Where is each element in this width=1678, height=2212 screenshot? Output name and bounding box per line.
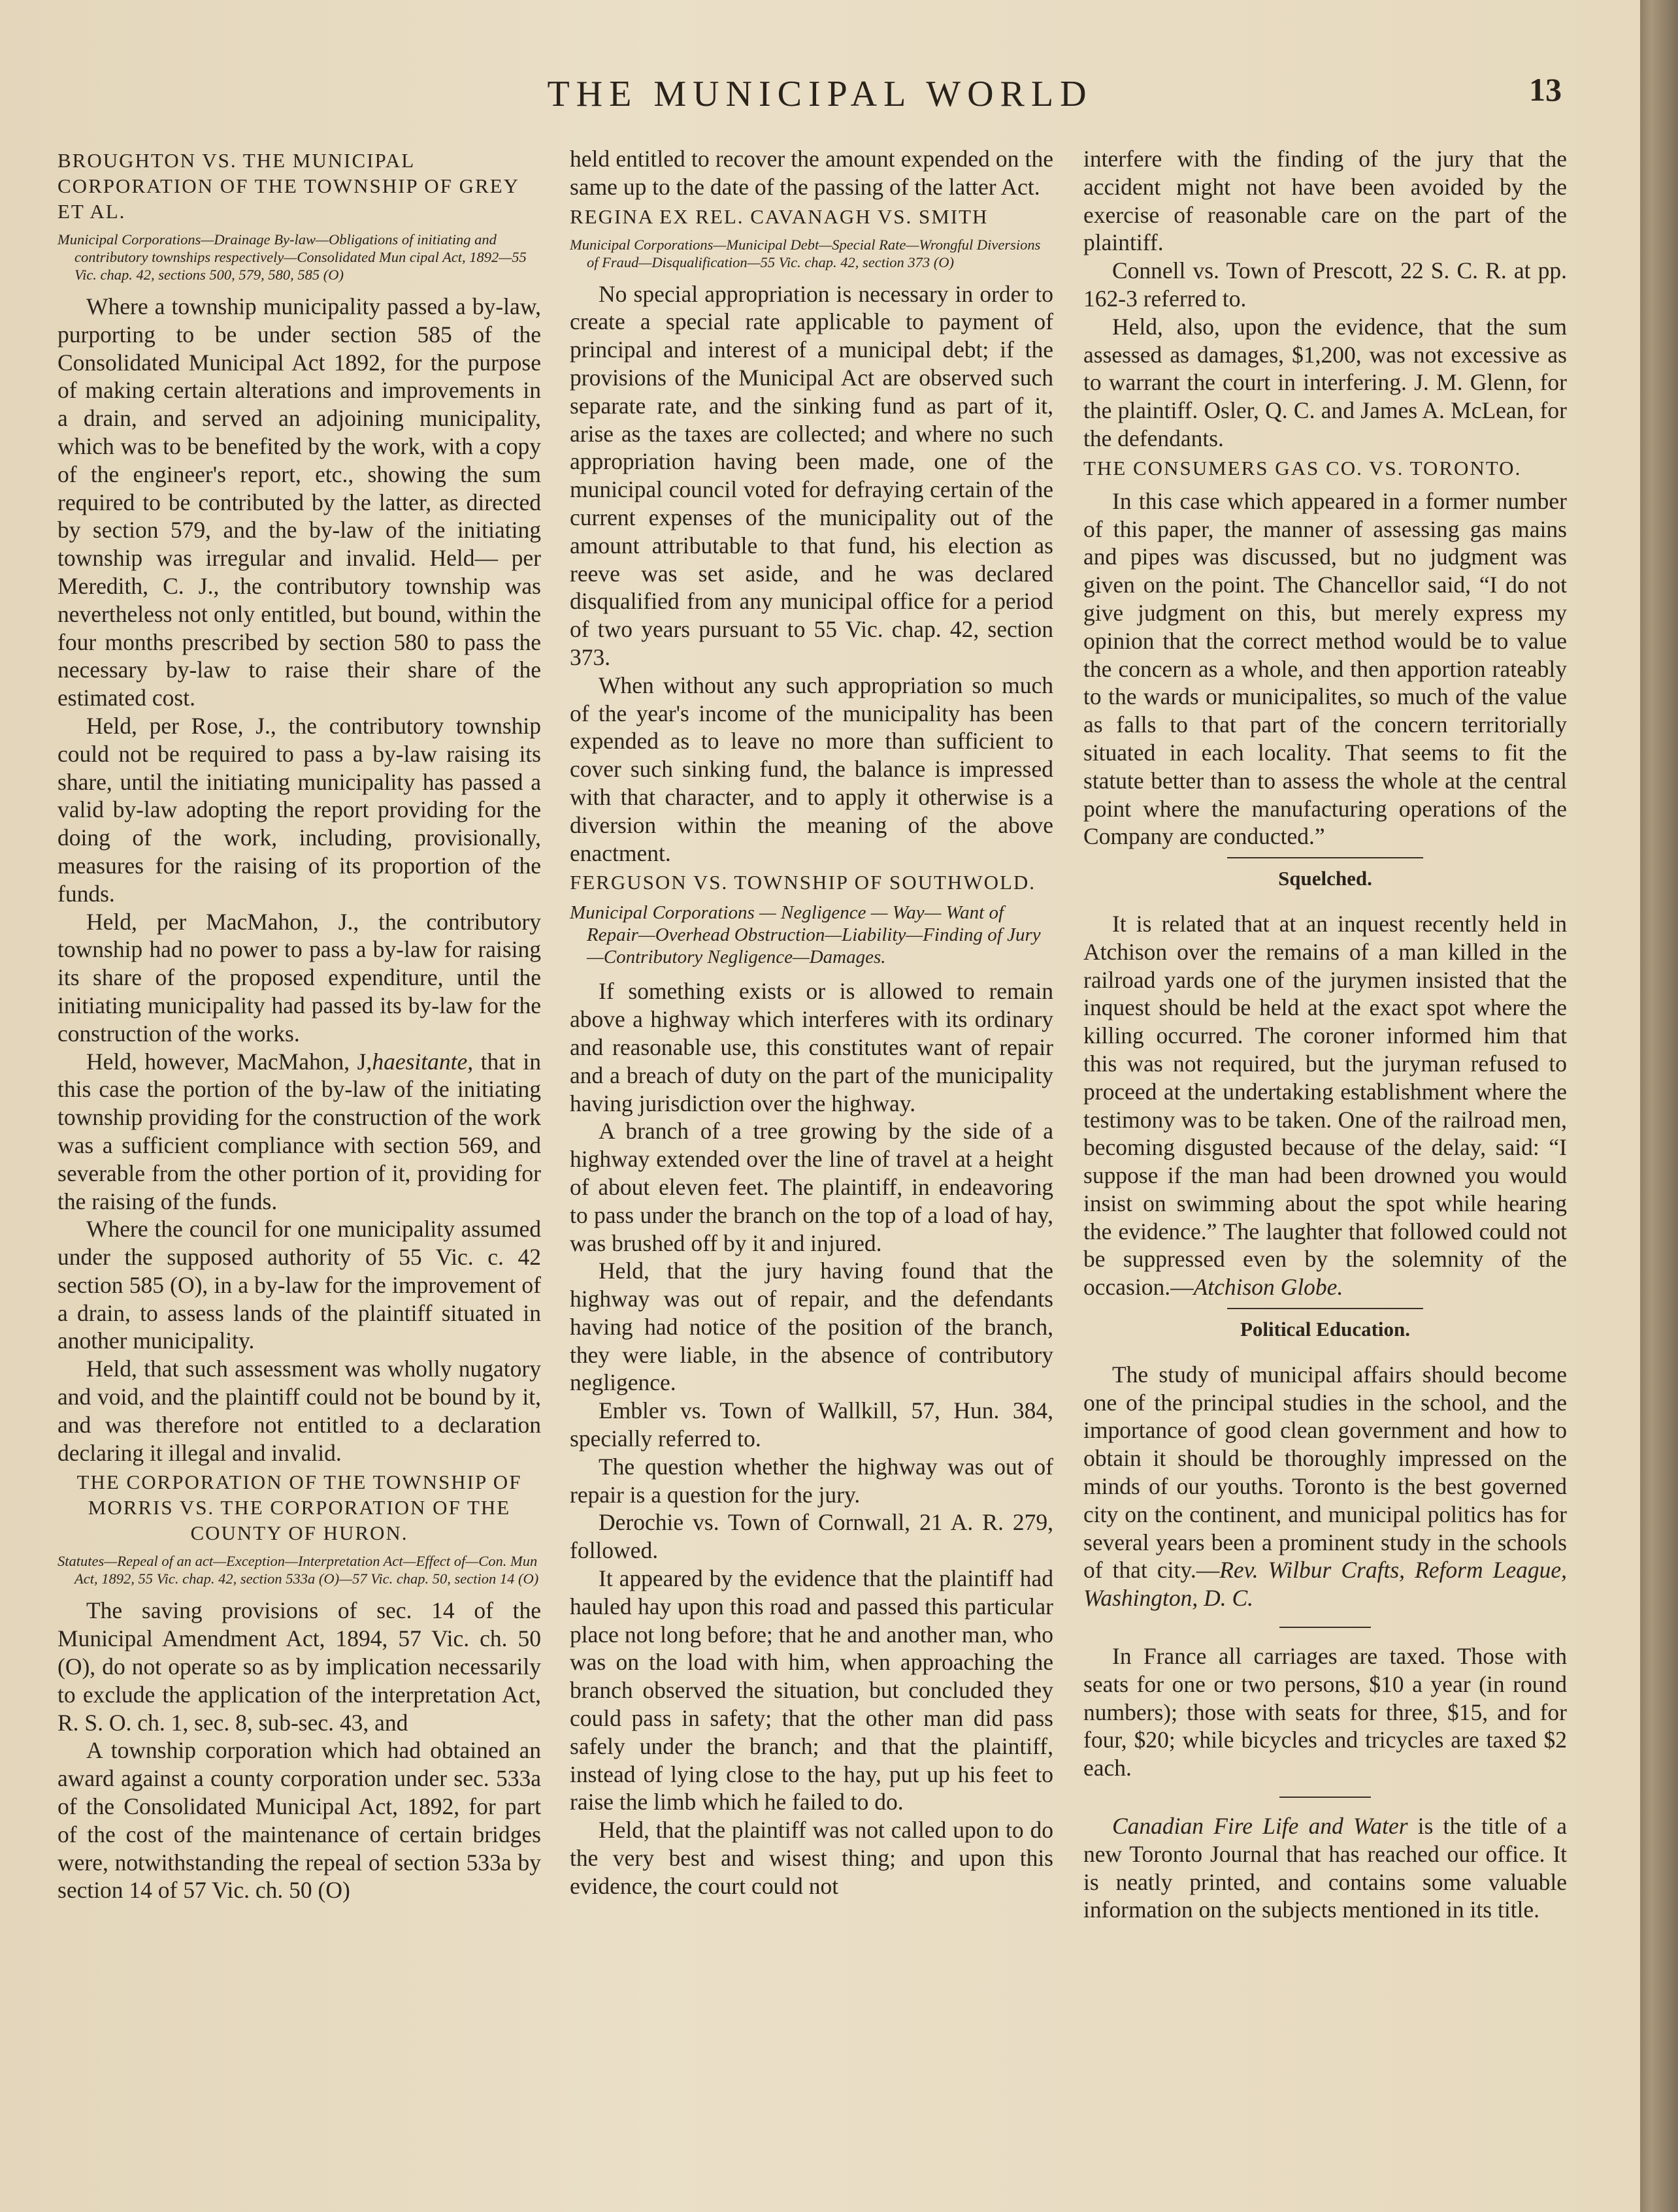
paragraph-text: It is related that at an inquest recently held in Atchison over the remains of a man killed in the railroad yards one of the jurymen insisted that the inquest should be held at the exact spot where the killing occurred. The coroner informed him that this was not required, but the juryman refused to proceed at the undertaking establishment where the testimony was to be taken. One of the railroad men, becoming disgusted because of the delay, said: “I suppose if the man had been drowned you would insist on swimming about the spot while hearing the evidence.” The laughter that followed could not be suppressed even by the solemnity of the occasion.— [1083,910,1567,1301]
case-headnote: Municipal Corporations—Drainage By-law—Obligations of initiating and contributory townships respectively—Consolidated Mun cipal Act, 1892—55 Vic. chap. 42, sections 500, 579, 580, 585 (O) [58,231,527,283]
paragraph [1083,1361,1567,1612]
source-attribution: Atchison Globe. [1193,1274,1343,1301]
case-title: THE CORPORATION OF THE TOWNSHIP OF MORRIS VS. THE CORPORATION OF THE COUNTY OF HURON. [76,1471,522,1545]
paragraph: Held, that such assessment was wholly nugatory and void, and the plaintiff could not be bound by it, and was therefore not entitled to a declaration declaring it illegal and invalid. [58,1356,541,1466]
paragraph: In this case which appeared in a former number of this paper, the manner of assessing gas mains and pipes was discussed, but no judgment was given on the point. The Chancellor said, “I do not give judgment on this, but merely express my opinion that the correct method would be to value the concern as a whole, and then apportion rateably to the wards or municipalites, so much of the value as falls to that part of the concern territorially situated in each locality. That seems to fit the statute better than to assess the whole at the central point where the manufacturing operations of the Company are conducted.” [1083,487,1567,850]
paragraph: A branch of a tree growing by the side of a highway extended over the line of travel at a height of about eleven feet. The plaintiff, in endeavoring to pass under the branch on the top of a load of hay, was brushed off by it and injured. [570,1118,1053,1256]
case-headnote: Statutes—Repeal of an act—Exception—Interpretation Act—Effect of—Con. Mun Act, 1892, 55 Vic. chap. 42, section 533a (O)—57 Vic. chap. 50, section 14 (O) [58,1553,539,1587]
paragraph: It appeared by the evidence that the plaintiff had hauled hay upon this road and passed this particular place not long before; that he and another man, who was on the load with him, when approaching the branch observed the situation, but concluded they could pass in safety; that the other man did pass safely under the branch; and that the plaintiff, instead of lying close to the hay, put up his feet to raise the limb which he failed to do. [570,1565,1053,1815]
page-number: 13 [1529,71,1562,108]
case-title: FERGUSON VS. TOWNSHIP OF SOUTHWOLD. [570,871,1036,894]
case-headnote: Municipal Corporations — Negligence — Way— Want of Repair—Overhead Obstruction—Liability—Finding of Jury—Contributory Negligence—Damages. [570,902,1041,968]
divider [1279,1627,1371,1628]
case-title: THE CONSUMERS GAS CO. VS. TORONTO. [1083,456,1522,480]
divider [1279,1797,1371,1798]
paragraph: Held, that the jury having found that the highway was out of repair, and the defendants having had notice of the position of the branch, they were liable, in the absence of contributory negligence. [570,1258,1053,1396]
source-attribution: Rev. Wilbur Crafts, Reform League, Washington, D. C. [1083,1557,1568,1612]
paragraph: The question whether the highway was out of repair is a question for the jury. [570,1453,1053,1508]
paragraph: Derochie vs. Town of Cornwall, 21 A. R. 279, followed. [570,1509,1053,1564]
case-title: BROUGHTON VS. THE MUNICIPAL CORPORATION OF THE TOWNSHIP OF GREY ET AL. [58,149,519,223]
paragraph [58,1048,541,1216]
paragraph: Where the council for one municipality assumed under the supposed authority of 55 Vic. c. 42 section 585 (O), in a by-law for the improvement of a drain, to assess lands of the plaintiff situated in another municipality. [58,1216,541,1354]
column-right [1083,145,1567,1924]
case-headnote: Municipal Corporations—Municipal Debt—Special Rate—Wrongful Diversions of Fraud—Disqualification—55 Vic. chap. 42, section 373 (O) [570,236,1041,270]
section-heading: Political Education. [1240,1318,1411,1341]
section-heading: Squelched. [1278,867,1372,890]
paragraph: A township corporation which had obtained an award against a county corporation under sec. 533a of the Consolidated Municipal Act, 1892, for part of the cost of the maintenance of certain bridges were, notwithstanding the repeal of section 533a by section 14 of 57 Vic. ch. 50 (O) [58,1737,541,1904]
case-title: REGINA EX REL. CAVANAGH VS. SMITH [570,204,989,228]
column-left [58,145,541,1904]
paragraph: Held, that the plaintiff was not called upon to do the very best and wisest thing; and upon this evidence, the court could not [570,1817,1053,1899]
paragraph: Held, per MacMahon, J., the contributory township had no power to pass a by-law for raising its share of the proposed expenditure, until the initiating municipality had passed its by-law for the construction of the works. [58,908,541,1047]
paragraph [1083,1812,1567,1924]
paragraph: interfere with the finding of the jury that the accident might not have been avoided by the exercise of reasonable care on the part of the plaintiff. [1083,146,1567,256]
divider [1227,857,1423,858]
paragraph-text: Held, however, MacMahon, J, [86,1048,372,1075]
paragraph: Held, also, upon the evidence, that the sum assessed as damages, $1,200, was not excessive as to warrant the court in interfering. J. M. Glenn, for the plaintiff. Osler, Q. C. and James A. McLean, for the defendants. [1083,313,1567,451]
paragraph: Connell vs. Town of Prescott, 22 S. C. R. at pp. 162-3 referred to. [1083,257,1567,312]
paragraph [1083,910,1567,1301]
book-spine-edge [1640,0,1678,2212]
paragraph: Where a township municipality passed a by-law, purporting to be under section 585 of the Consolidated Municipal Act 1892, for the purpose of making certain alterations and improvements in a drain, and served an adjoining municipality, which was to be benefited by the work, with a copy of the engineer's report, etc., showing the sum required to be contributed by the latter, as directed by section 579, and the by-law of the initiating township was irregular and invalid. Held— per Meredith, C. J., the contributory township was nevertheless not only entitled, but bound, within the four months prescribed by section 580 to pass the necessary by-law to raise their share of the estimated cost. [58,293,541,711]
divider [1227,1308,1423,1309]
paragraph: Held, per Rose, J., the contributory township could not be required to pass a by-law raising its share, until the initiating municipality has passed a valid by-law adopting the report providing for the doing of the work, including, provisionally, measures for the raising of its proportion of the funds. [58,712,541,907]
journal-title: Canadian Fire Life and Water [1112,1813,1408,1840]
paragraph: No special appropriation is necessary in order to create a special rate applicable to payment of principal and interest of a municipal debt; if the provisions of the Municipal Act are observed such separate rate, and the sinking fund as part of it, arise as the taxes are collected; and where no such appropriation having been made, one of the municipal council voted for defraying certain of the current expenses of the municipality out of the amount attributable to that fund, his election as reeve was set aside, and he was declared disqualified from any municipal office for a period of two years pursuant to 55 Vic. chap. 42, section 373. [570,280,1053,670]
paragraph: In France all carriages are taxed. Those with seats for one or two persons, $10 a year (in round numbers); those with seats for three, $15, and for four, $20; while bicycles and tricycles are taxed $2 each. [1083,1643,1567,1781]
paragraph-text: is the title of a new Toronto Journal that has reached our office. It is neatly printed, and contains some valuable information on the subjects mentioned in its title. [1083,1813,1567,1923]
paragraph: The saving provisions of sec. 14 of the Municipal Amendment Act, 1894, 57 Vic. ch. 50 (O), do not operate so as by implication necessarily to exclude the application of the interpretation Act, R. S. O. ch. 1, sec. 8, sub-sec. 43, and [58,1597,541,1736]
paragraph-text: The study of municipal affairs should become one of the principal studies in the school, and the importance of good clean government and how to obtain it should be thoroughly impressed on the minds of our youths. Toronto is the best governed city on the continent, and municipal politics has for several years been a prominent study in the schools of that city.— [1083,1361,1567,1584]
column-middle [570,145,1053,1900]
paragraph: When without any such appropriation so much of the year's income of the municipality has been expended as to leave no more than sufficient to cover such sinking fund, the balance is impressed with that character, and to apply it otherwise is a diversion within the meaning of the above enactment. [570,672,1053,866]
paragraph: held entitled to recover the amount expended on the same up to the date of the passing of the latter Act. [570,146,1053,200]
paragraph-text: that in this case the portion of the by-law of the initiating township providing for the construction of the work was a sufficient compliance with section 569, and severable from the other portion of it, providing for the raising of the funds. [58,1048,541,1214]
masthead-title: THE MUNICIPAL WORLD [547,74,1093,114]
paragraph: Embler vs. Town of Wallkill, 57, Hun. 384, specially referred to. [570,1397,1053,1452]
italic-term: haesitante, [372,1048,474,1075]
paragraph: If something exists or is allowed to remain above a highway which interferes with its ordinary and reasonable use, this constitutes want of repair and a breach of duty on the part of the municipality having jurisdiction over the highway. [570,978,1053,1116]
